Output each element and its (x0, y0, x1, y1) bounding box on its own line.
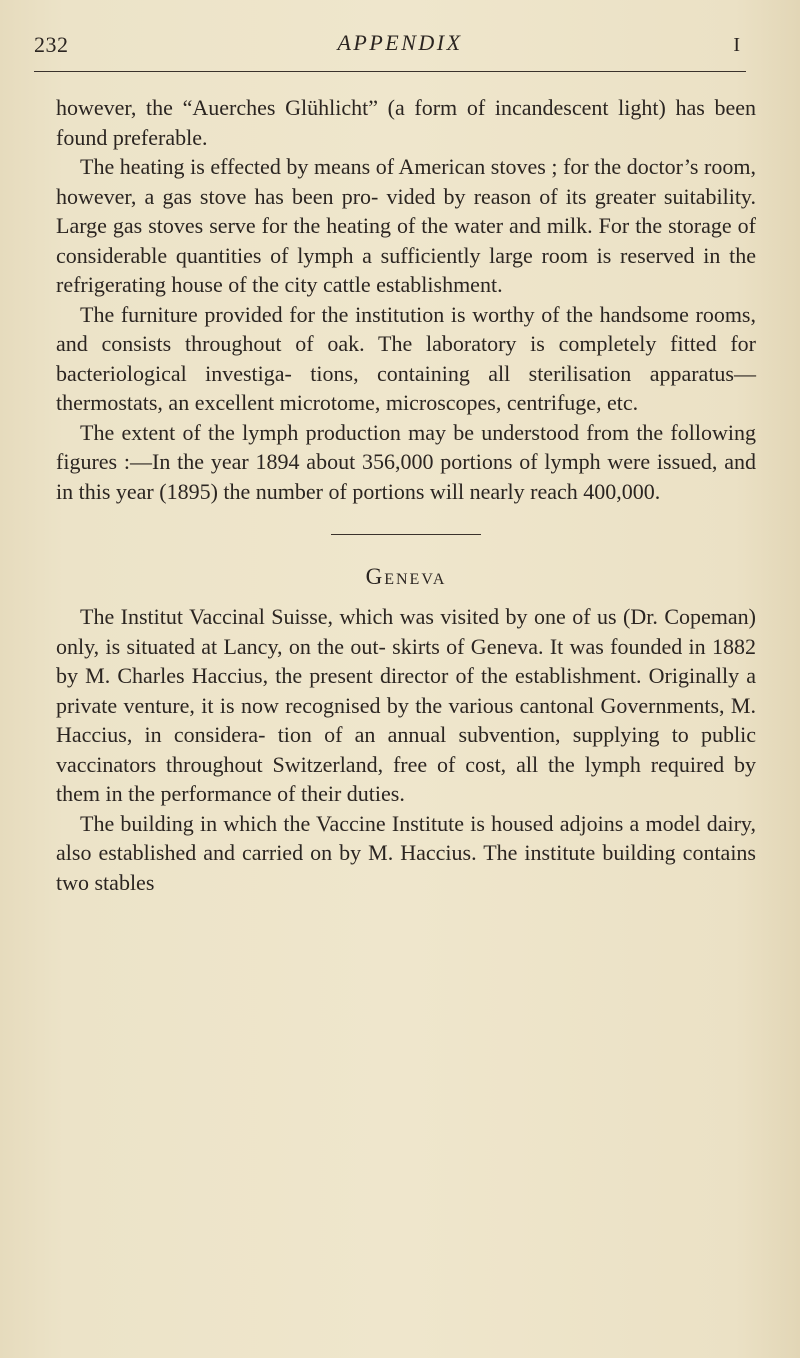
paragraph-building: The building in which the Vaccine Institute is housed adjoins a model dairy, also established and carried on by M. Haccius. The institute building contains two stables (56, 810, 756, 895)
paragraph-institut-vaccinal: The Institut Vaccinal Suisse, which was visited by one of us (Dr. Copeman) only, is situated at Lancy, on the out- skirts of Geneva. It was founded in 1882 by M. Charles Haccius, the present director of the establishment. Originally a private venture, it is now recognised by the various cantonal Governments, M. Haccius, in considera- tion of an annual subvention, supplying to public vaccinators throughout Switzerland, free of cost, all the lymph required by them in the performance of their duties. (56, 604, 756, 806)
running-head: APPENDIX (337, 30, 463, 55)
header-rule (34, 71, 746, 72)
paragraph-heating: The heating is effected by means of American stoves ; for the doctor’s room, however, a gas stove has been pro- vided by reason of its greater suitability. Large gas stoves serve for the heating of the water and milk. For the storage of considerable quantities of lymph a sufficiently large room is reserved in the refrigerating house of the city cattle establishment. (56, 154, 756, 297)
paragraph-furniture: The furniture provided for the institution is worthy of the handsome rooms, and consists throughout of oak. The laboratory is completely fitted for bacteriological investiga- tions, containing all sterilisation apparatus—thermostats, an excellent microtome, microscopes, centrifuge, etc. (56, 301, 756, 415)
section-heading-geneva: Geneva (365, 564, 447, 589)
body-text (56, 93, 756, 897)
page-number: 232 (34, 32, 69, 57)
paragraph-lymph-production: The extent of the lymph production may be understood from the following figures :—In the year 1894 about 356,000 portions of lymph were issued, and in this year (1895) the number of portions will nearly reach 400,000. (56, 419, 756, 504)
page-header (0, 26, 800, 66)
paragraph-continuation: however, the “Auerches Glühlicht” (a form of incandescent light) has been found preferable. (56, 95, 756, 150)
chapter-marker: I (733, 34, 740, 56)
section-divider (331, 534, 481, 535)
